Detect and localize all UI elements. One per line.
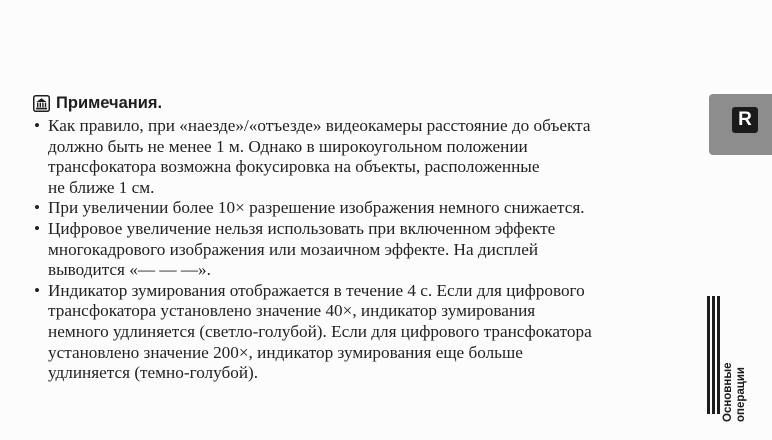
note-item (33, 281, 698, 384)
note-line: установлено значение 200×, индикатор зумирования еще больше (48, 342, 523, 362)
section-side-label (722, 362, 747, 422)
note-item (33, 219, 698, 281)
note-line: немного удлиняется (светло-голубой). Если для цифрового трансфокатора (48, 321, 592, 341)
note-line: • Цифровое увеличение нельзя использовать при включенном эффекте (48, 218, 556, 238)
marker-bar (717, 296, 720, 414)
notes-list (33, 116, 698, 384)
note-line: должно быть не менее 1 м. Однако в широкоугольном положении (48, 136, 528, 156)
notes-heading (33, 92, 698, 114)
section-tab (709, 94, 772, 155)
note-line: удлиняется (темно-голубой). (48, 363, 259, 383)
note-line: не ближе 1 см. (48, 177, 155, 197)
note-line: • При увеличении более 10× разрешение изображения немного снижается. (48, 198, 585, 218)
marker-bar (707, 296, 710, 414)
note-line: • Как правило, при «наезде»/«отъезде» видеокамеры расстояние до объекта (48, 116, 591, 135)
note-line: выводится «— — —». (48, 260, 211, 280)
note-item (33, 198, 698, 219)
note-line: трансфокатора возможна фокусировка на объекты, расположенные (48, 157, 540, 177)
note-item (33, 116, 698, 198)
notes-section (33, 92, 698, 384)
notes-heading-text: Примечания. (56, 93, 163, 112)
note-line: трансфокатора установлено значение 40×, индикатор зумирования (48, 301, 536, 321)
side-label-line: Основные (722, 362, 734, 422)
note-line: • Индикатор зумирования отображается в течение 4 с. Если для цифрового (48, 280, 585, 300)
note-line: многокадрового изображения или мозаичном эффекте. На дисплей (48, 239, 539, 259)
note-icon (33, 95, 50, 112)
marker-bar (712, 296, 715, 414)
section-letter-badge: R (732, 107, 758, 133)
side-label-line: операции (734, 367, 747, 422)
